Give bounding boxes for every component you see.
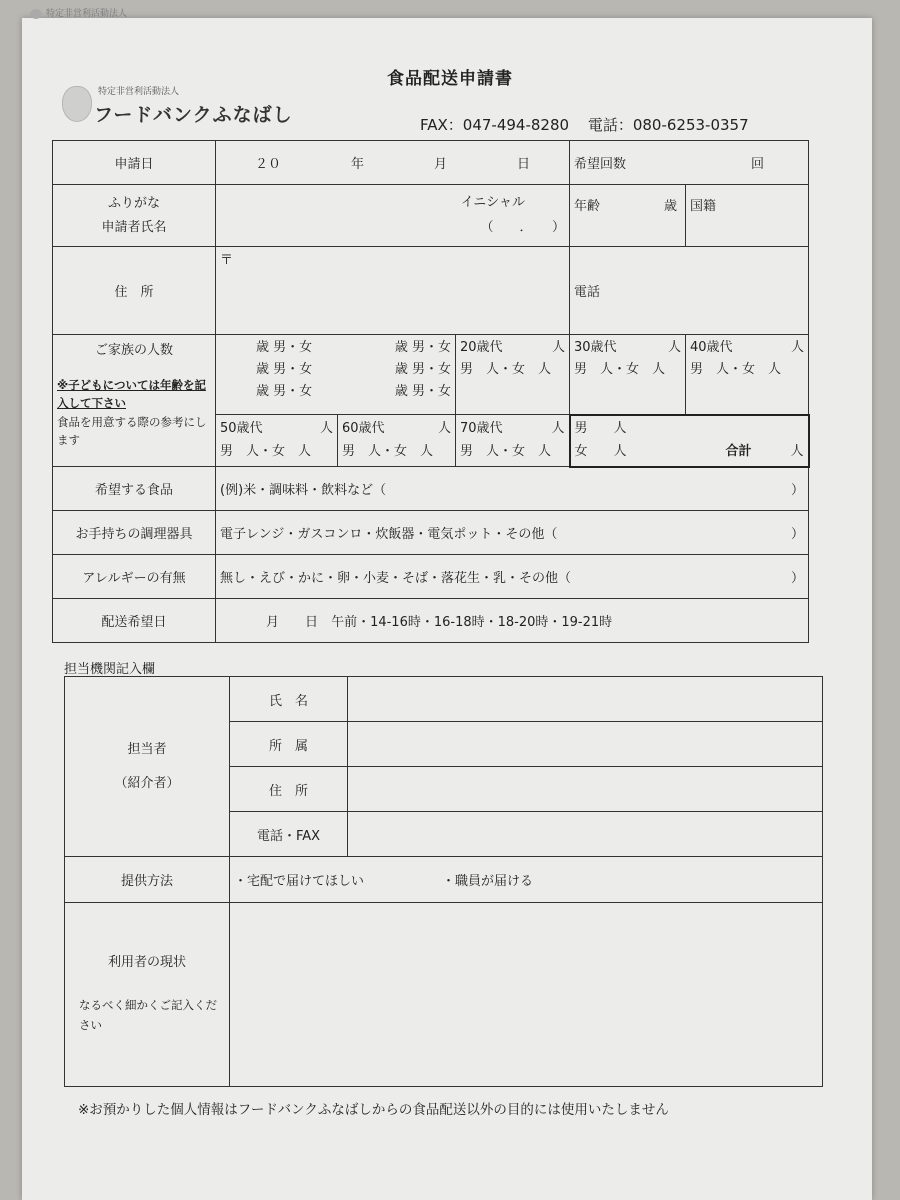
- agency-affil-field[interactable]: [348, 722, 823, 767]
- status-field[interactable]: [230, 903, 823, 1087]
- age30-field[interactable]: 30歳代 人 男 人・女 人: [570, 335, 686, 415]
- name-field[interactable]: イニシャル （ ． ）: [216, 185, 570, 247]
- total-label: 合計: [725, 443, 752, 459]
- agency-addr-field[interactable]: [348, 767, 823, 812]
- allergy-label: アレルギーの有無: [53, 555, 216, 599]
- address-field[interactable]: 〒: [216, 247, 570, 335]
- wish-count-field[interactable]: 希望回数 回: [570, 141, 809, 185]
- apply-date-label: 申請日: [53, 141, 216, 185]
- age40-field[interactable]: 40歳代 人 男 人・女 人: [686, 335, 809, 415]
- application-table: [52, 140, 810, 643]
- name-label: ふりがな 申請者氏名: [53, 185, 216, 247]
- agency-table: [64, 676, 823, 1087]
- agency-name-label: 氏 名: [230, 677, 348, 722]
- age20-field[interactable]: 20歳代 人 男 人・女 人: [456, 335, 570, 415]
- age60-field[interactable]: 60歳代 人 男 人・女 人: [338, 415, 456, 467]
- person-label: 担当者 （紹介者）: [65, 677, 230, 857]
- age50-field[interactable]: 50歳代 人 男 人・女 人: [216, 415, 338, 467]
- method-label: 提供方法: [65, 857, 230, 903]
- org-name: フードバンクふなばし: [94, 104, 293, 126]
- cook-label: お手持ちの調理器具: [53, 511, 216, 555]
- agency-affil-label: 所 属: [230, 722, 348, 767]
- age70-field[interactable]: 70歳代 人 男 人・女 人: [456, 415, 570, 467]
- child-age-field[interactable]: 歳 男・女 歳 男・女 歳 男・女 歳 男・女 歳 男・女 歳 男・女: [216, 335, 456, 415]
- privacy-note: ※お預かりした個人情報はフードバンクふなばしからの食品配送以外の目的には使用いたしません: [78, 1102, 669, 1118]
- method-field[interactable]: ・宅配で届けてほしい ・職員が届ける: [230, 857, 823, 903]
- address-label: 住 所: [53, 247, 216, 335]
- delivery-field[interactable]: 月 日 午前・14-16時・16-18時・18-20時・19-21時: [216, 599, 809, 643]
- agency-addr-label: 住 所: [230, 767, 348, 812]
- org-corp: 特定非営利活動法人: [98, 87, 180, 97]
- family-label: ご家族の人数 ※子どもについては年齢を記入して下さい 食品を用意する際の参考にします: [53, 335, 216, 467]
- agency-name-field[interactable]: [348, 677, 823, 722]
- phone-field[interactable]: 電話: [570, 247, 809, 335]
- food-field[interactable]: (例)米・調味料・飲料など（ ）: [216, 467, 809, 511]
- apply-date-field[interactable]: ２０ 年 月 日: [216, 141, 570, 185]
- tel-number: 電話：080-6253-0357: [587, 116, 749, 134]
- status-label: 利用者の現状 なるべく細かくご記入ください: [65, 903, 230, 1087]
- cook-field[interactable]: 電子レンジ・ガスコンロ・炊飯器・電気ポット・その他（ ）: [216, 511, 809, 555]
- logo-icon: [62, 86, 92, 122]
- nationality-field[interactable]: 国籍: [686, 185, 809, 247]
- contact-line: [420, 114, 763, 135]
- form-title: 食品配送申請書: [387, 69, 513, 89]
- fax-number: FAX：047-494-8280: [420, 116, 570, 134]
- agency-telfax-field[interactable]: [348, 812, 823, 857]
- family-total-box[interactable]: 男 人 女 人 合計 人: [570, 415, 809, 467]
- agency-section-label: 担当機関記入欄: [64, 662, 156, 677]
- stamp-text: 特定非営利活動法人: [30, 6, 127, 19]
- allergy-field[interactable]: 無し・えび・かに・卵・小麦・そば・落花生・乳・その他（ ）: [216, 555, 809, 599]
- age-field[interactable]: 年齢 歳: [570, 185, 686, 247]
- emblem-icon: [30, 9, 42, 19]
- family-note: ※子どもについては年齢を記入して下さい 食品を用意する際の参考にします: [57, 378, 207, 448]
- food-label: 希望する食品: [53, 467, 216, 511]
- agency-telfax-label: 電話・FAX: [230, 812, 348, 857]
- delivery-label: 配送希望日: [53, 599, 216, 643]
